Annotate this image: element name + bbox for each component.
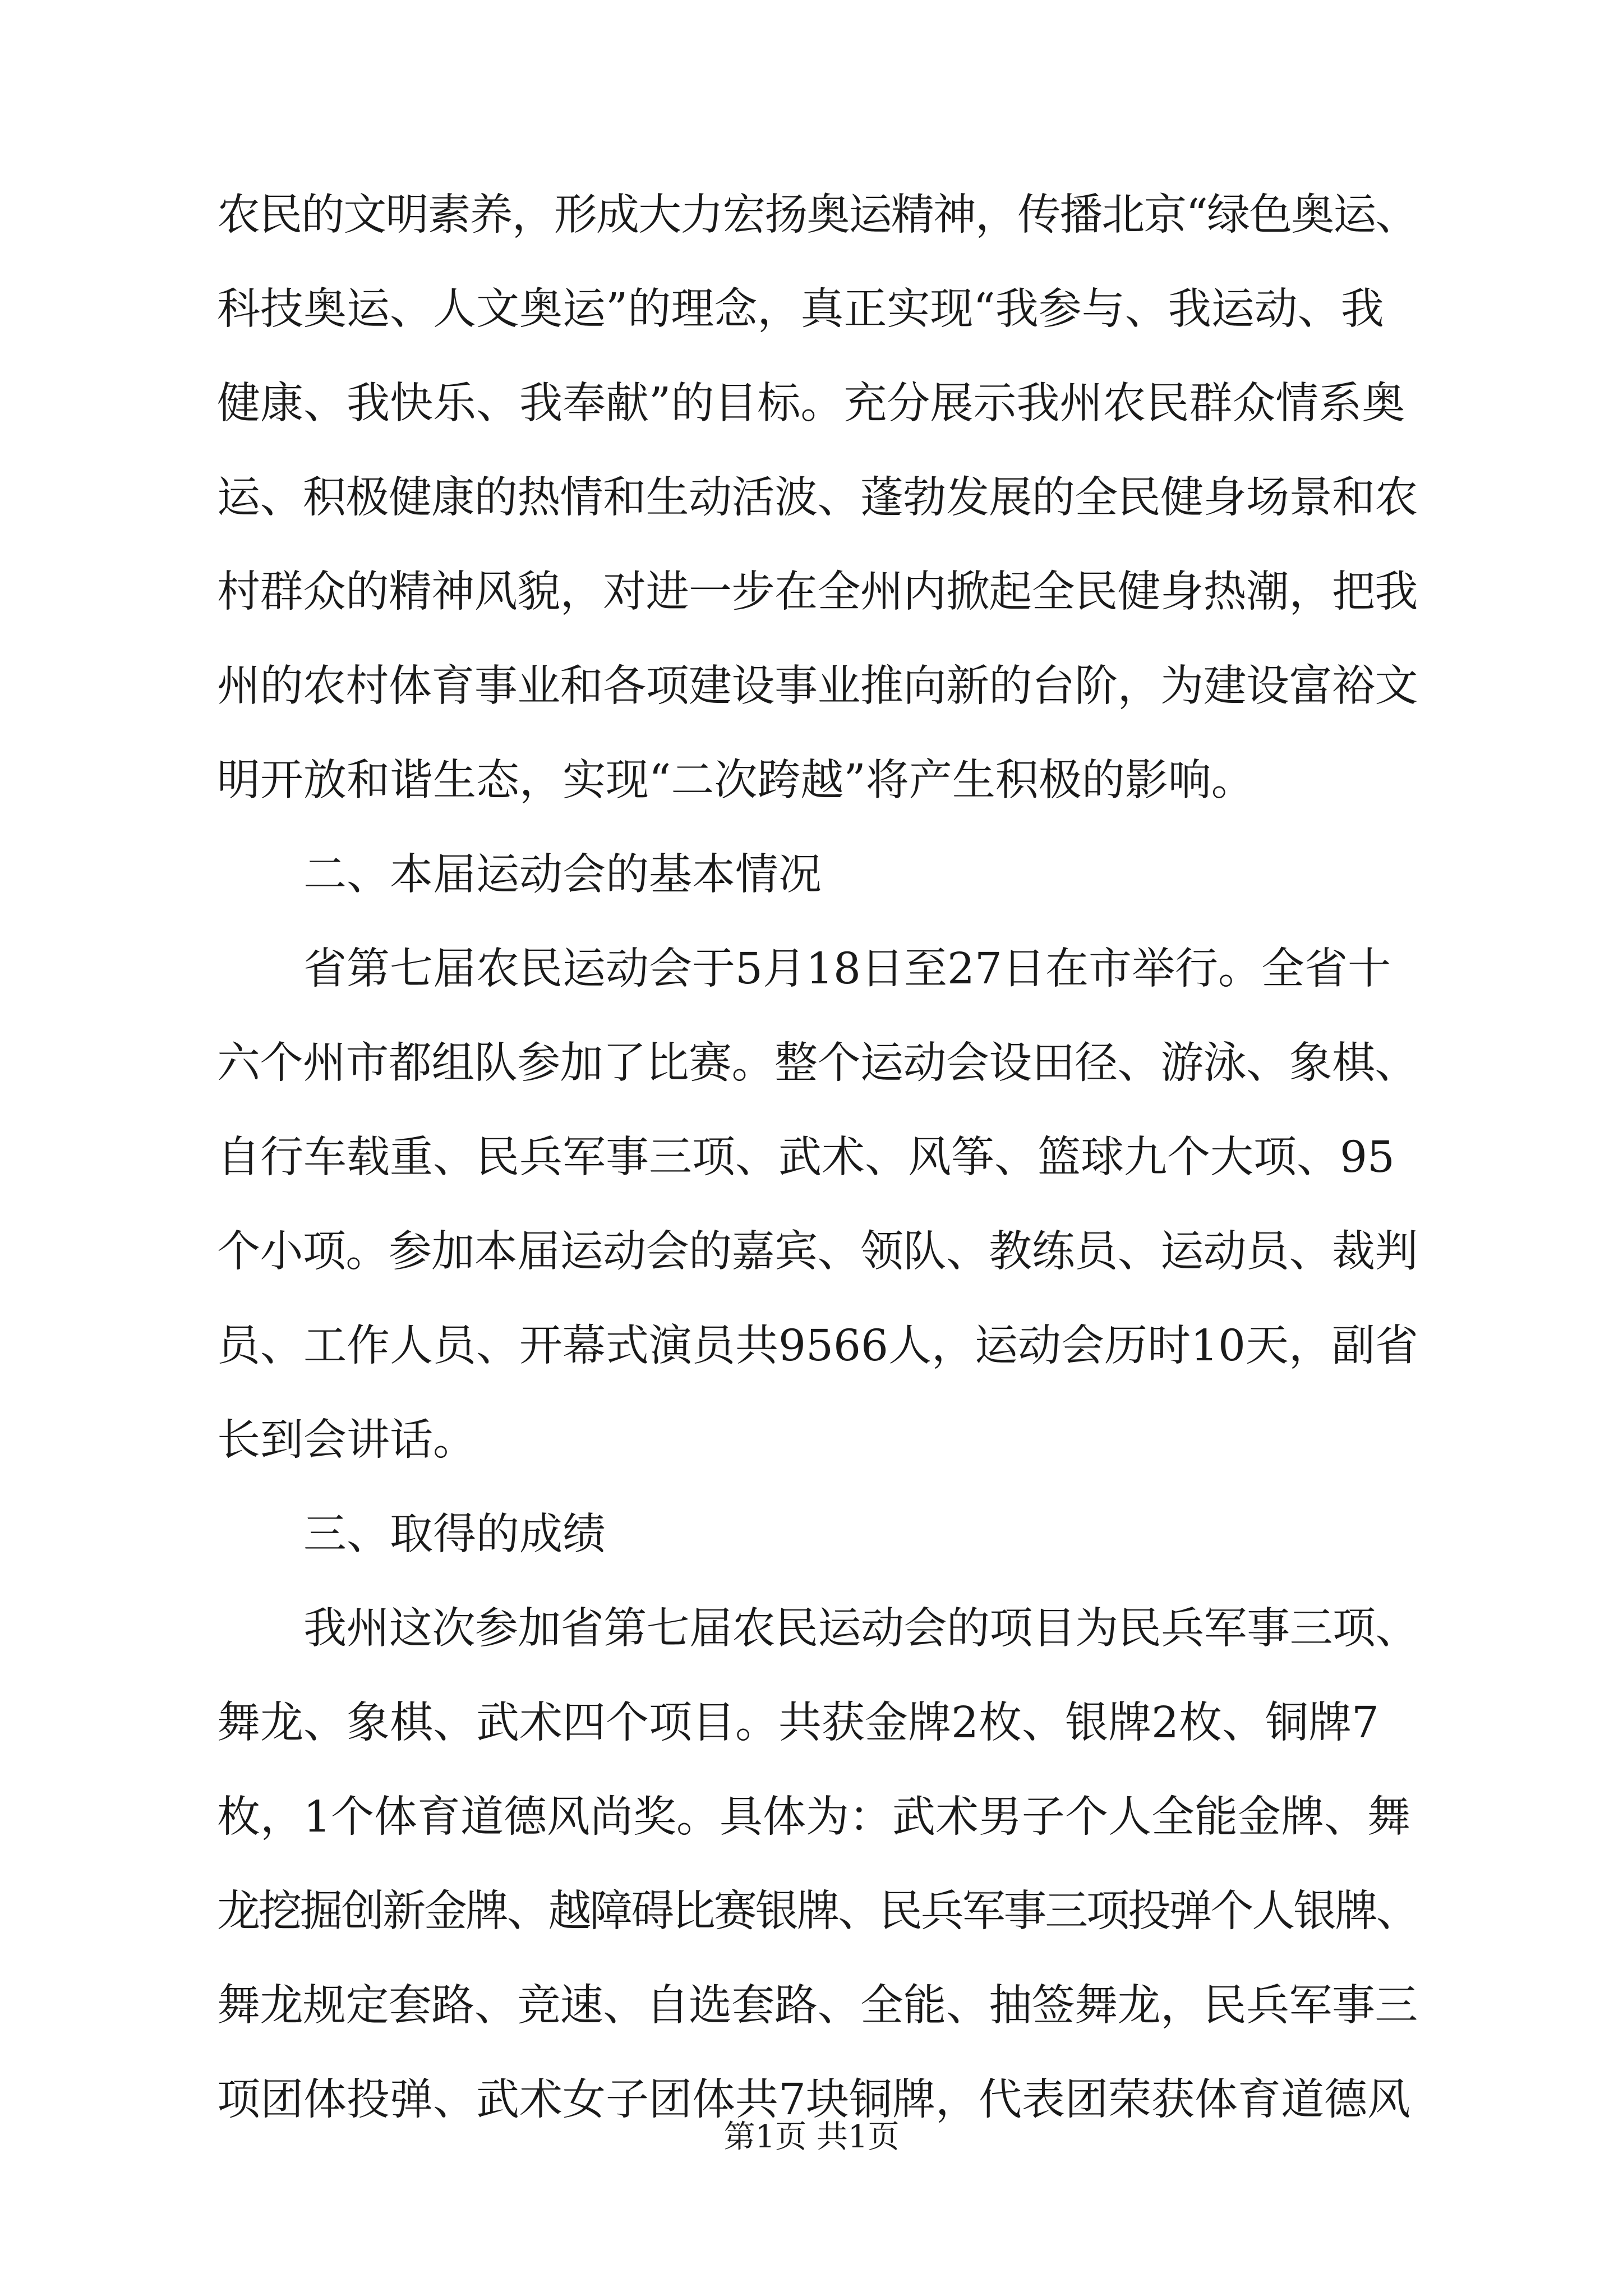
paragraph-line: 运、积极健康的热情和生动活波、蓬勃发展的全民健身场景和农 (217, 473, 1418, 523)
paragraph-line: 员、工作人员、开幕式演员共9566人，运动会历时10天，副省 (217, 1321, 1418, 1371)
paragraph-line: 州的农村体育事业和各项建设事业推向新的台阶，为建设富裕文 (217, 661, 1418, 711)
paragraph-line: 个小项。参加本届运动会的嘉宾、领队、教练员、运动员、裁判 (217, 1227, 1418, 1277)
paragraph-line: 省第七届农民运动会于5月18日至27日在市举行。全省十 (303, 944, 1391, 994)
paragraph-line: 龙挖掘创新金牌、越障碍比赛银牌、民兵军事三项投弹个人银牌、 (217, 1887, 1418, 1936)
paragraph-line: 项团体投弹、武术女子团体共7块铜牌，代表团荣获体育道德风 (217, 2075, 1410, 2125)
paragraph-line: 舞龙规定套路、竞速、自选套路、全能、抽签舞龙，民兵军事三 (217, 1981, 1418, 2031)
section-heading: 二、本届运动会的基本情况 (303, 850, 822, 900)
paragraph-line: 舞龙、象棋、武术四个项目。共获金牌2枚、银牌2枚、铜牌7 (217, 1698, 1379, 1748)
page-footer: 第1页 共1页 (723, 2119, 900, 2155)
paragraph-line: 长到会讲话。 (217, 1415, 476, 1465)
document-body (217, 190, 1426, 2173)
section-heading: 三、取得的成绩 (303, 1510, 606, 1559)
paragraph-line: 我州这次参加省第七届农民运动会的项目为民兵军事三项、 (303, 1604, 1418, 1654)
paragraph-line: 六个州市都组队参加了比赛。整个运动会设田径、游泳、象棋、 (217, 1038, 1418, 1088)
paragraph-line: 农民的文明素养，形成大力宏扬奥运精神，传播北京“绿色奥运、 (217, 190, 1418, 240)
paragraph-line: 枚，1个体育道德风尚奖。具体为：武术男子个人全能金牌、舞 (217, 1792, 1410, 1842)
paragraph-line: 健康、我快乐、我奉献”的目标。充分展示我州农民群众情系奥 (217, 379, 1405, 429)
paragraph-line: 明开放和谐生态，实现“二次跨越”将产生积极的影响。 (217, 756, 1255, 806)
paragraph-line: 科技奥运、人文奥运”的理念，真正实现“我参与、我运动、我 (217, 284, 1384, 334)
paragraph-line: 村群众的精神风貌，对进一步在全州内掀起全民健身热潮，把我 (217, 567, 1418, 617)
paragraph-line: 自行车载重、民兵军事三项、武术、风筝、篮球九个大项、95 (217, 1133, 1395, 1182)
